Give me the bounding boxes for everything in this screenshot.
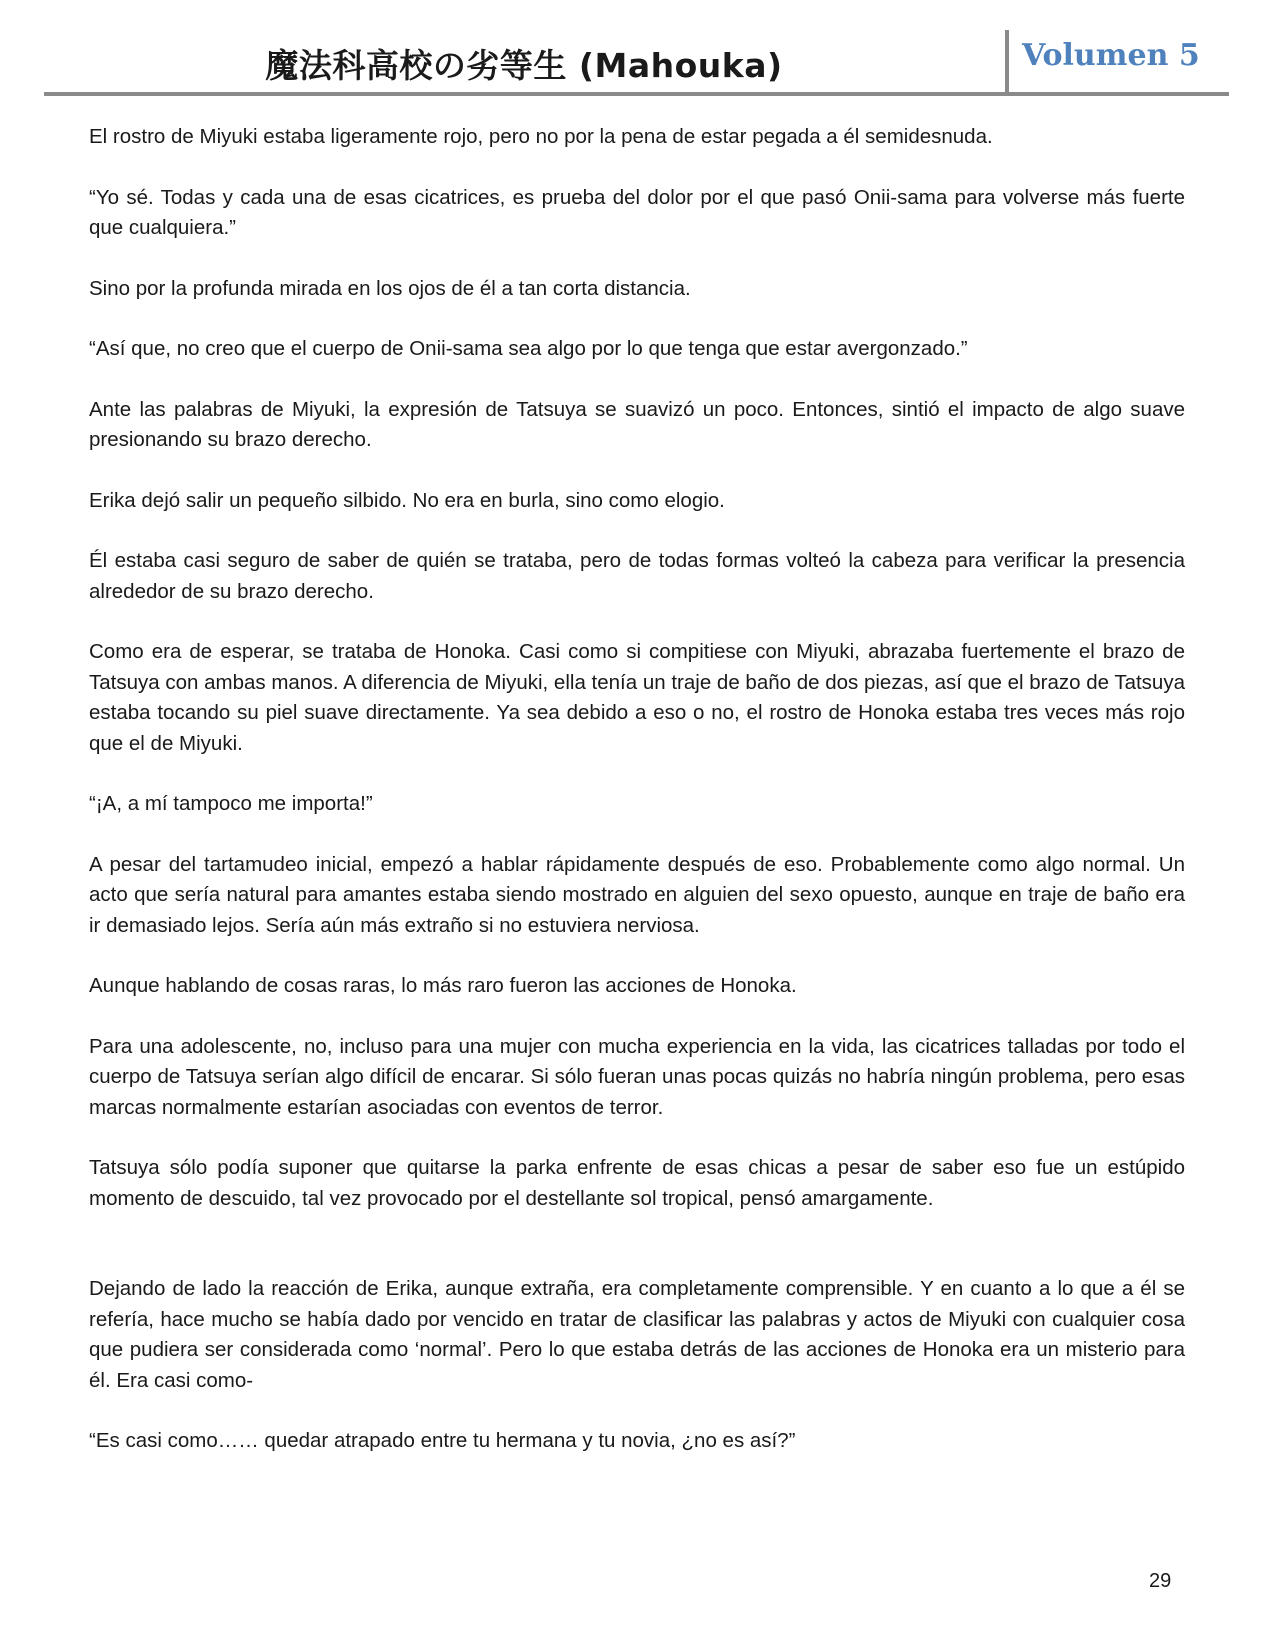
page-header [44, 28, 1229, 96]
paragraph: Aunque hablando de cosas raras, lo más raro fueron las acciones de Honoka. [89, 974, 797, 997]
paragraph: “¡A, a mí tampoco me importa!” [89, 792, 373, 815]
paragraph: “Es casi como…… quedar atrapado entre tu hermana y tu novia, ¿no es así?” [89, 1429, 796, 1452]
paragraph: Erika dejó salir un pequeño silbido. No era en burla, sino como elogio. [89, 488, 725, 512]
paragraph: Para una adolescente, no, incluso para una mujer con mucha experiencia en la vida, las cicatrices talladas por todo el cuerpo de Tatsuya serían algo difícil de encarar. Si sólo fueran unas pocas quizás no habría ningún problema, pero esas marcas normalmente estarían asociadas con eventos de terror. [89, 1034, 1185, 1119]
paragraph: Sino por la profunda mirada en los ojos de él a tan corta distancia. [89, 276, 691, 300]
paragraph: Él estaba casi seguro de saber de quién se trataba, pero de todas formas volteó la cabeza para verificar la presencia alrededor de su brazo derecho. [89, 549, 1185, 603]
volume-label: Volumen 5 [1022, 38, 1200, 73]
page-number: 29 [1149, 1570, 1172, 1592]
paragraph: Dejando de lado la reacción de Erika, aunque extraña, era completamente comprensible. Y en cuanto a lo que a él se refería, hace mucho se había dado por vencido en tratar de clasificar las palabras y actos de Miyuki con cualquier cosa que pudiera ser considerada como ‘normal’. Pero lo que estaba detrás de las acciones de Honoka era un misterio para él. Era casi como- [89, 1277, 1185, 1392]
paragraph: “Así que, no creo que el cuerpo de Onii-sama sea algo por lo que tenga que estar avergonzado.” [89, 337, 968, 360]
paragraph: El rostro de Miyuki estaba ligeramente rojo, pero no por la pena de estar pegada a él semidesnuda. [89, 125, 993, 148]
paragraph: Tatsuya sólo podía suponer que quitarse la parka enfrente de esas chicas a pesar de saber eso fue un estúpido momento de descuido, tal vez provocado por el destellante sol tropical, pensó amargamente. [89, 1156, 1185, 1210]
paragraph: “Yo sé. Todas y cada una de esas cicatrices, es prueba del dolor por el que pasó Onii-sama para volverse más fuerte que cualquiera.” [89, 185, 1185, 239]
document-title: 魔法科高校の劣等生 (Mahouka) [265, 46, 783, 85]
header-divider [1005, 30, 1009, 94]
page-body [89, 122, 1185, 1487]
paragraph: Como era de esperar, se trataba de Honoka. Casi como si compitiese con Miyuki, abrazaba fuertemente el brazo de Tatsuya con ambas manos. A diferencia de Miyuki, ella tenía un traje de baño de dos piezas, así que el brazo de Tatsuya estaba tocando su piel suave directamente. Ya sea debido a eso o no, el rostro de Honoka estaba tres veces más rojo que el de Miyuki. [89, 640, 1185, 755]
paragraph: Ante las palabras de Miyuki, la expresión de Tatsuya se suavizó un poco. Entonces, sintió el impacto de algo suave presionando su brazo derecho. [89, 397, 1185, 451]
paragraph: A pesar del tartamudeo inicial, empezó a hablar rápidamente después de eso. Probablemente como algo normal. Un acto que sería natural para amantes estaba siendo mostrado en alguien del sexo opuesto, aunque en traje de baño era ir demasiado lejos. Sería aún más extraño si no estuviera nerviosa. [89, 852, 1185, 937]
header-rule [44, 92, 1229, 96]
